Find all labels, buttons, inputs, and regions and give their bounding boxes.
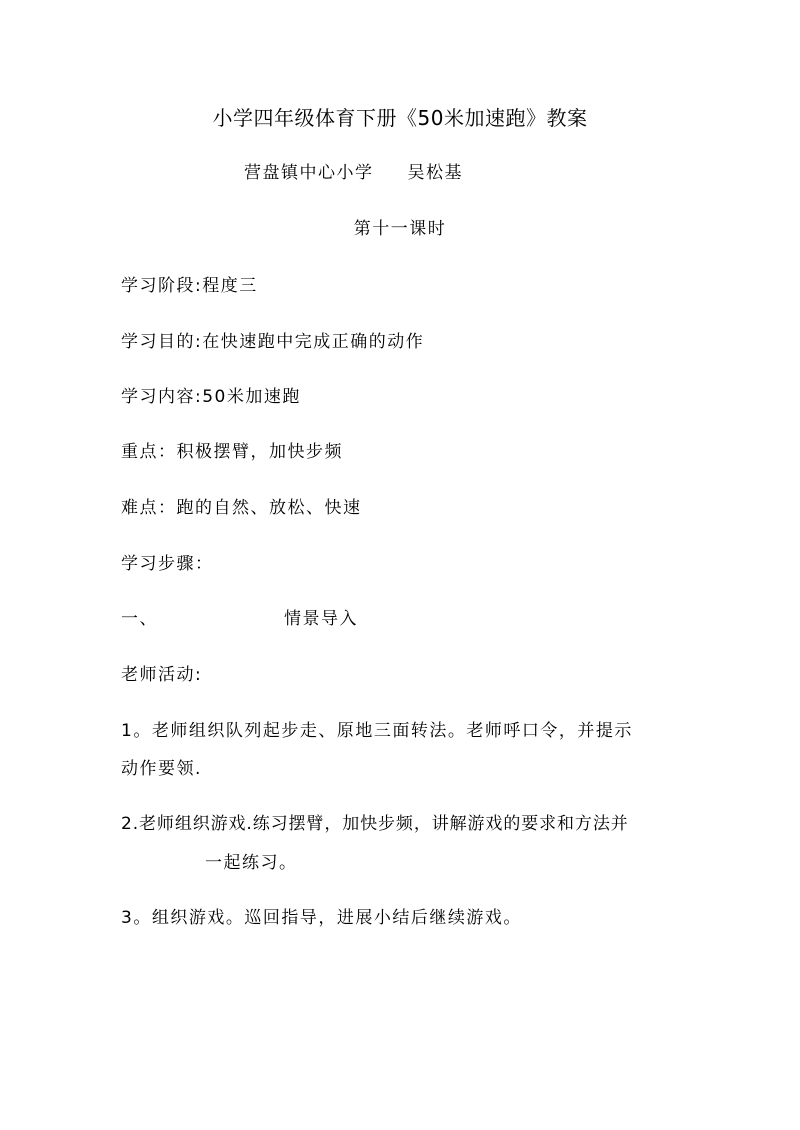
- activity-label: 老师活动:: [121, 665, 203, 685]
- learning-content: 学习内容:50米加速跑: [121, 387, 301, 407]
- document-title: 小学四年级体育下册《50米加速跑》教案: [212, 106, 588, 130]
- section-title: 情景导入: [284, 609, 358, 629]
- author-line: [244, 161, 463, 185]
- step-3: 3。组织游戏。巡回指导，进展小结后继续游戏。: [121, 908, 522, 928]
- author-name: 吴松基: [407, 163, 463, 183]
- step-1-line-1: 1。老师组织队列起步走、原地三面转法。老师呼口令，并提示: [121, 721, 633, 741]
- difficulties: 难点：跑的自然、放松、快速: [121, 498, 362, 518]
- key-points: 重点：积极摆臂，加快步频: [121, 442, 343, 462]
- lesson-number: 第十一课时: [353, 219, 447, 239]
- step-2-line-2: 一起练习。: [205, 853, 298, 873]
- steps-label: 学习步骤：: [121, 554, 214, 574]
- step-1-line-2: 动作要领.: [121, 759, 202, 779]
- school-name: 营盘镇中心小学: [244, 163, 374, 183]
- section-number: 一、: [121, 609, 158, 629]
- learning-stage: 学习阶段:程度三: [121, 276, 258, 296]
- learning-goal: 学习目的:在快速跑中完成正确的动作: [121, 332, 425, 352]
- step-2-line-1: 2.老师组织游戏.练习摆臂，加快步频，讲解游戏的要求和方法并: [121, 814, 629, 834]
